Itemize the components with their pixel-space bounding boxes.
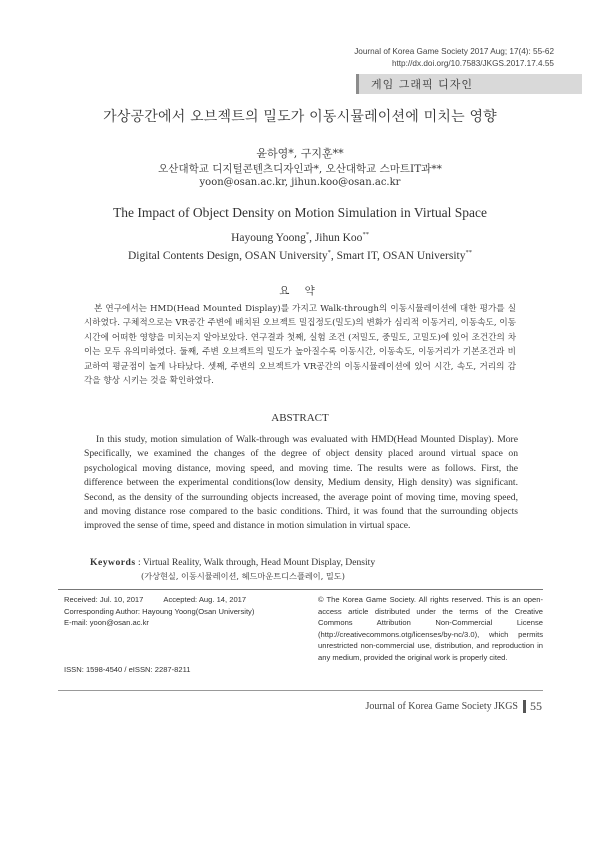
affiliation-separator: , [330, 250, 337, 262]
title-english: The Impact of Object Density on Motion Simulation in Virtual Space [113, 205, 487, 220]
doi-link[interactable]: http://dx.doi.org/10.7583/JKGS.2017.17.4.55 [391, 59, 554, 68]
page-number: 55 [530, 699, 542, 713]
license-notice: © The Korea Game Society. All rights reserved. This is an open-access article distributed under the terms of the Creative Commons Attribution Non-Commercial License (http://creativecommons.otg/licenses/by-nc/3.0), which permits unrestricted non-commercial use, distribution, and reproduction in any medium, provided the original work is properly cited. [318, 595, 543, 662]
title-korean: 가상공간에서 오브젝트의 밀도가 이동시뮬레이션에 미치는 영향 [103, 109, 497, 125]
corresponding-email: E-mail: yoon@osan.ac.kr [64, 618, 149, 627]
keywords-line [90, 557, 375, 568]
keywords-english: Virtual Reality, Walk through, Head Mount Display, Density [142, 557, 376, 568]
authors-korean: 윤하영*, 구지훈** [256, 147, 344, 160]
author-1-mark: * [305, 231, 310, 239]
footer-journal: Journal of Korea Game Society JKGS [365, 701, 518, 712]
issn-line: ISSN: 1598-4540 / eISSN: 2287-8211 [64, 664, 191, 674]
corresponding-author: Corresponding Author: Hayoung Yoong(Osan University) [64, 606, 255, 616]
authors-english [0, 232, 600, 244]
received-date: Received: Jul. 10, 2017 [64, 595, 144, 604]
keywords-separator: : [135, 557, 143, 568]
affiliation-1: Digital Contents Design, OSAN University [128, 250, 328, 262]
dates-row [64, 594, 300, 606]
page-footer [366, 699, 542, 714]
summary-heading: 요 약 [279, 285, 321, 297]
author-2-mark: ** [362, 231, 369, 239]
abstract-heading: ABSTRACT [271, 412, 329, 424]
abstract-english: In this study, motion simulation of Walk-through was evaluated with HMD(Head Mounted Display). More Specifically, we examined the changes of the degree of object density placed around virtual space on psychological moving distance, moving speed, and moving time. The results were as follows. First, the difference between the experimental conditions(low density, Medium density, High density) was significant. Second, as the density of the surrounding objects increased, the average point of moving time, moving speed, and moving distance rose compared to the basic conditions. Third, it was found that the surrounding objects improved the sense of time, speed and distance in motion simulation in virtual space. [84, 434, 518, 532]
affiliation-1-mark: * [327, 249, 331, 257]
article-info [64, 594, 300, 675]
affiliation-2-mark: ** [465, 249, 472, 257]
info-divider [58, 589, 543, 590]
affiliation-2: Smart IT, OSAN University [336, 250, 466, 262]
author-1-name: Hayoung Yoong [231, 232, 306, 244]
author-2-name: Jihun Koo [314, 232, 363, 244]
category-tag [356, 74, 582, 94]
category-label: 게임 그래픽 디자인 [371, 78, 474, 91]
author-emails: yoon@osan.ac.kr, jihun.koo@osan.ac.kr [199, 177, 401, 188]
journal-citation: Journal of Korea Game Society 2017 Aug; 17(4): 55-62 [354, 47, 554, 56]
keywords-korean: (가상현실, 이동시뮬레이션, 헤드마운트디스플레이, 밀도) [141, 571, 345, 581]
keywords-label: Keywords [90, 557, 136, 568]
affiliation-korean: 오산대학교 디지털콘텐츠디자인과*, 오산대학교 스마트IT과** [158, 163, 442, 175]
author-separator: , [309, 232, 315, 244]
journal-header [154, 46, 554, 70]
footer-divider [58, 690, 543, 691]
accepted-date: Accepted: Aug. 14, 2017 [163, 595, 247, 604]
category-tag-bar [356, 74, 359, 94]
footer-separator-bar [523, 700, 526, 713]
affiliation-english [0, 250, 600, 262]
summary-korean: 본 연구에서는 HMD(Head Mounted Display)를 가지고 Walk-through의 이동시뮬레이션에 대한 평가를 실시하였다. 구체적으로는 VR공간 주변에 배치된 오브젝트 밀집정도(밀도)의 변화가 심리적 이동거리, 이동속도, 이동시간에 어떠한 영향을 미치는지 알아보았다. 연구결과 첫째, 실험 조건 (저밀도, 중밀도, 고밀도)에 있어 조건간의 차이는 모두 유의미하였다. 둘째, 주변 오브젝트의 밀도가 높아질수록 이동시간, 이동속도, 이동거리가 기본조건과 비교하여 평균점이 높게 나타났다. 셋째, 주변의 오브젝트가 VR공간의 이동시뮬레이션에 있어 시간, 속도, 거리의 감각을 향상 시키는 것을 확인하였다. [84, 304, 516, 387]
